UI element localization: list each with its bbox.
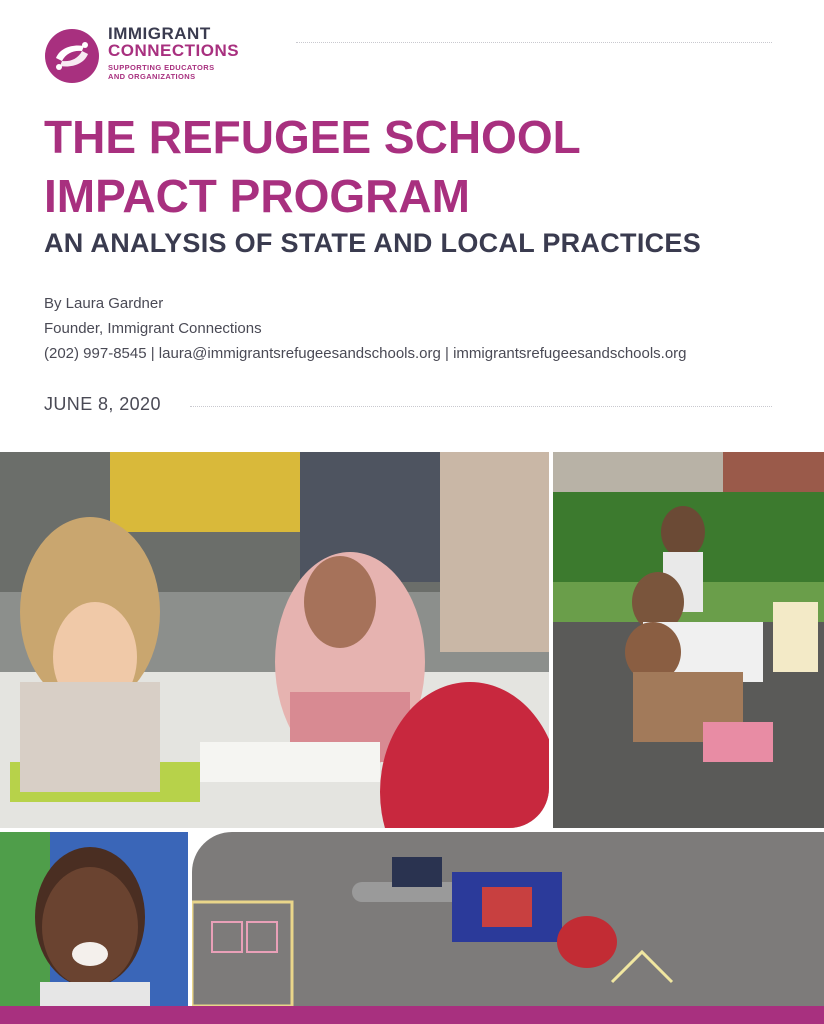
classroom-photo [0,452,549,828]
smiling-child-photo [0,832,188,1006]
document-subtitle: AN ANALYSIS OF STATE AND LOCAL PRACTICES [44,228,702,258]
document-title-line1: THE REFUGEE SCHOOL [44,111,581,163]
logo-name-line2: CONNECTIONS [108,41,240,60]
contact-info: (202) 997-8545 | laura@immigrantsrefugeesandschools.org | immigrantsrefugeesandschools.org [44,345,687,362]
logo [44,22,274,88]
logo-tagline-line1: SUPPORTING EDUCATORS [108,63,215,72]
header-divider [296,42,772,43]
author-role: Founder, Immigrant Connections [44,320,262,337]
chalk-drawing-photo [192,832,824,1006]
hands-icon [44,28,100,84]
footer-bar [0,1006,824,1024]
publication-date: JUNE 8, 2020 [44,394,161,414]
logo-tagline-line2: AND ORGANIZATIONS [108,72,196,81]
playground-photo [553,452,824,828]
logo-name-line1: IMMIGRANT [108,24,211,43]
author-name: By Laura Gardner [44,295,164,312]
date-divider [190,406,772,407]
document-title-line2: IMPACT PROGRAM [44,170,470,222]
